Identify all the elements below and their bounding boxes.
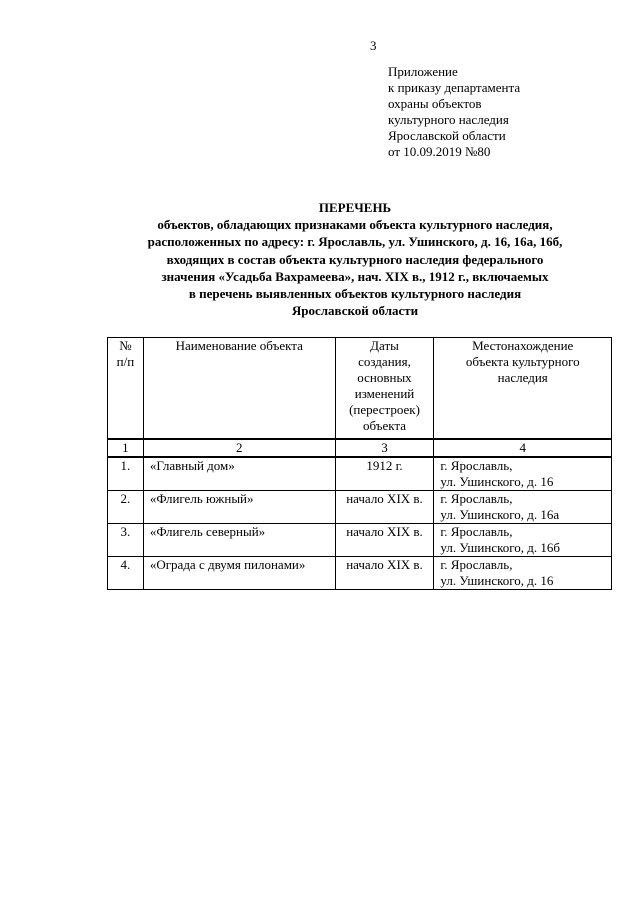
page-number: 3 [370, 38, 377, 53]
title-line: входящих в состав объекта культурного наследия федерального [166, 251, 544, 267]
object-name: «Главный дом» [143, 457, 335, 491]
object-date: начало XIX в. [335, 557, 434, 590]
row-number: 1. [108, 457, 144, 491]
header-location-line: наследия [497, 370, 548, 385]
table-row [108, 457, 612, 491]
column-number: 2 [143, 439, 335, 457]
header-location-line: Местонахождение [472, 338, 574, 353]
header-num-line: № [119, 338, 132, 353]
location-line: г. Ярославль, [440, 524, 513, 539]
title-line: объектов, обладающих признаками объекта культурного наследия, [157, 217, 553, 233]
appendix-line: Приложение [388, 64, 458, 79]
table-header-row [108, 338, 612, 440]
header-dates-line: объекта [362, 418, 407, 433]
location-line: г. Ярославль, [440, 491, 513, 506]
object-location [434, 557, 612, 590]
appendix-block [388, 64, 520, 160]
header-dates-line: (перестроек) [349, 402, 420, 417]
header-num-line: п/п [116, 354, 135, 369]
header-num [108, 338, 144, 440]
header-location-line: объекта культурного [465, 354, 580, 369]
title-heading: ПЕРЕЧЕНЬ [318, 200, 392, 215]
row-number: 4. [108, 557, 144, 590]
object-location [434, 491, 612, 524]
object-name: «Флигель южный» [143, 491, 335, 524]
object-date: начало XIX в. [335, 491, 434, 524]
table-row [108, 557, 612, 590]
location-line: г. Ярославль, [440, 458, 513, 473]
appendix-line: Ярославской области [388, 128, 506, 143]
table-row [108, 491, 612, 524]
header-dates [335, 338, 434, 440]
header-name-line: Наименование объекта [175, 338, 303, 353]
title-line: расположенных по адресу: г. Ярославль, ул. Ушинского, д. 16, 16а, 16б, [147, 234, 563, 250]
header-dates-line: Даты [370, 338, 399, 353]
column-number: 3 [335, 439, 434, 457]
document-title [90, 199, 620, 319]
appendix-line: от 10.09.2019 №80 [388, 144, 491, 159]
title-line: в перечень выявленных объектов культурного наследия [188, 286, 522, 302]
location-line: ул. Ушинского, д. 16 [440, 474, 554, 489]
column-number-row [108, 439, 612, 457]
row-number: 3. [108, 524, 144, 557]
title-line: значения «Усадьба Вахрамеева», нач. XIX в., 1912 г., включаемых [161, 268, 549, 284]
header-dates-line: создания, [358, 354, 411, 369]
appendix-line: охраны объектов [388, 96, 482, 111]
object-date: 1912 г. [335, 457, 434, 491]
column-number: 1 [108, 439, 144, 457]
header-dates-line: основных [357, 370, 412, 385]
appendix-line: к приказу департамента [388, 80, 521, 95]
title-line: Ярославской области [291, 303, 419, 319]
objects-table [107, 337, 612, 590]
object-location [434, 524, 612, 557]
object-name: «Ограда с двумя пилонами» [143, 557, 335, 590]
object-name: «Флигель северный» [143, 524, 335, 557]
header-name [143, 338, 335, 440]
column-number: 4 [434, 439, 612, 457]
header-dates-line: изменений [354, 386, 415, 401]
table-row [108, 524, 612, 557]
location-line: ул. Ушинского, д. 16а [440, 507, 560, 522]
object-date: начало XIX в. [335, 524, 434, 557]
location-line: ул. Ушинского, д. 16б [440, 540, 560, 555]
row-number: 2. [108, 491, 144, 524]
location-line: г. Ярославль, [440, 557, 513, 572]
location-line: ул. Ушинского, д. 16 [440, 573, 554, 588]
header-location [434, 338, 612, 440]
object-location [434, 457, 612, 491]
appendix-line: культурного наследия [388, 112, 509, 127]
